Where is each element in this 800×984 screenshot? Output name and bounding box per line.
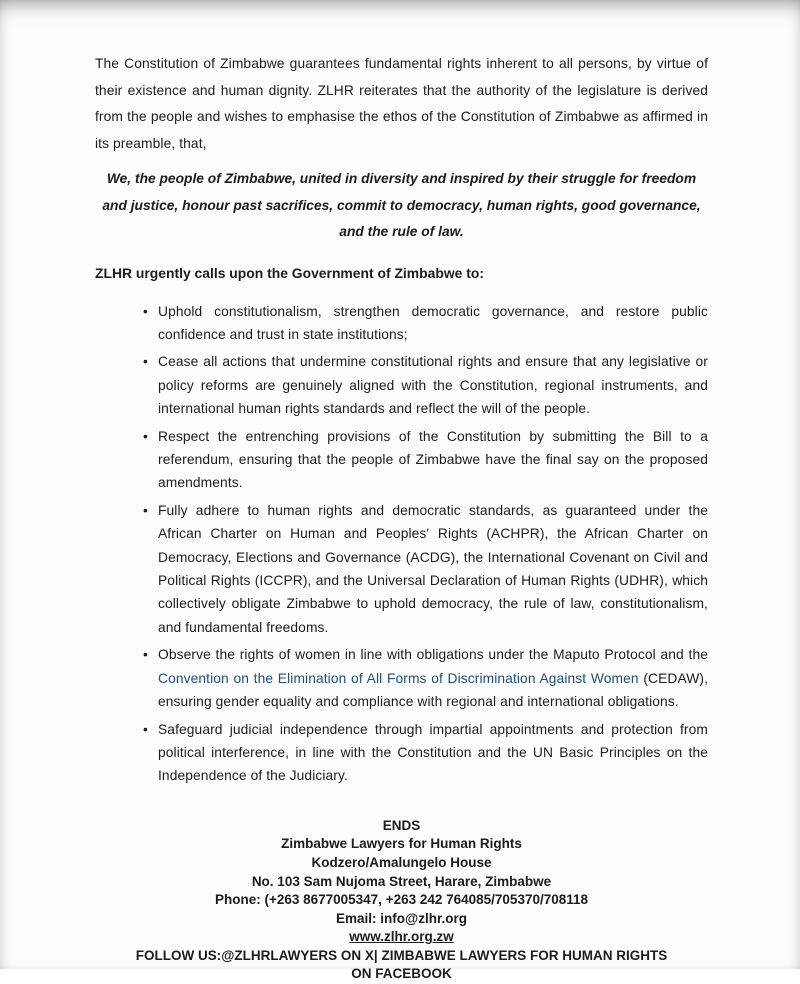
bullet-text: Cease all actions that undermine constitutional rights and ensure that any legislative or policy reforms are genuinely aligned with the Constitution, regional instruments, and international human rights standards and reflect the will of the people. bbox=[158, 354, 708, 417]
bullet-text: Respect the entrenching provisions of the Constitution by submitting the Bill to a referendum, ensuring that the people of Zimbabwe have the final say on the proposed amendments. bbox=[158, 428, 708, 491]
ends-label: ENDS bbox=[382, 817, 421, 833]
building-name: Kodzero/Amalungelo House bbox=[311, 854, 492, 870]
bullet-text: Observe the rights of women in line with obligations under the Maputo Protocol and the bbox=[158, 647, 708, 663]
follow-us-line-2: ON FACEBOOK bbox=[351, 966, 452, 982]
demands-list bbox=[95, 300, 708, 788]
list-item bbox=[95, 718, 708, 788]
bullet-text: (CEDAW), ensuring gender equality and compliance with regional and international obligations. bbox=[158, 670, 708, 710]
preamble-quote: We, the people of Zimbabwe, united in diversity and inspired by their struggle for freedom and justice, honour past sacrifices, commit to democracy, human rights, good governance, and the rule of law. bbox=[102, 171, 701, 240]
org-name: Zimbabwe Lawyers for Human Rights bbox=[281, 836, 522, 852]
cedaw-convention-link[interactable]: Convention on the Elimination of All Forms of Discrimination Against Women bbox=[158, 670, 639, 686]
email-address: Email: info@zlhr.org bbox=[336, 910, 467, 926]
list-item bbox=[95, 425, 708, 495]
bullet-text: Uphold constitutionalism, strengthen democratic governance, and restore public confidence and trust in state institutions; bbox=[158, 303, 708, 342]
list-item bbox=[95, 350, 708, 420]
phone-numbers: Phone: (+263 8677005347, +263 242 764085/705370/708118 bbox=[214, 892, 589, 908]
list-item bbox=[95, 643, 708, 713]
intro-paragraph: The Constitution of Zimbabwe guarantees fundamental rights inherent to all persons, by virtue of their existence and human dignity. ZLHR reiterates that the authority of the legislature is derived from the people and wishes to emphasise the ethos of the Constitution of Zimbabwe as affirmed in its preamble, that, bbox=[95, 56, 708, 151]
contact-footer bbox=[95, 817, 708, 984]
website-link[interactable]: www.zlhr.org.zw bbox=[349, 929, 454, 945]
list-item bbox=[95, 499, 708, 639]
bullet-text: Safeguard judicial independence through impartial appointments and protection from political interference, in line with the Constitution and the UN Basic Principles on the Independence of the Judiciary. bbox=[158, 721, 708, 784]
calls-heading: ZLHR urgently calls upon the Government of Zimbabwe to: bbox=[95, 264, 484, 281]
bullet-text: Fully adhere to human rights and democratic standards, as guaranteed under the African Charter on Human and Peoples' Rights (ACHPR), the African Charter on Democracy, Elections and Governance (ACDG), the International Covenant on Civil and Political Rights (ICCPR), and the Universal Declaration of Human Rights (UDHR), which collectively obligate Zimbabwe to uphold democracy, the rule of law, constitutionalism, and fundamental freedoms. bbox=[158, 502, 708, 635]
list-item bbox=[95, 300, 708, 347]
follow-us-line: FOLLOW US:@ZLHRLAWYERS ON X| ZIMBABWE LAWYERS FOR HUMAN RIGHTS bbox=[135, 947, 668, 963]
street-address: No. 103 Sam Nujoma Street, Harare, Zimbabwe bbox=[251, 873, 552, 889]
